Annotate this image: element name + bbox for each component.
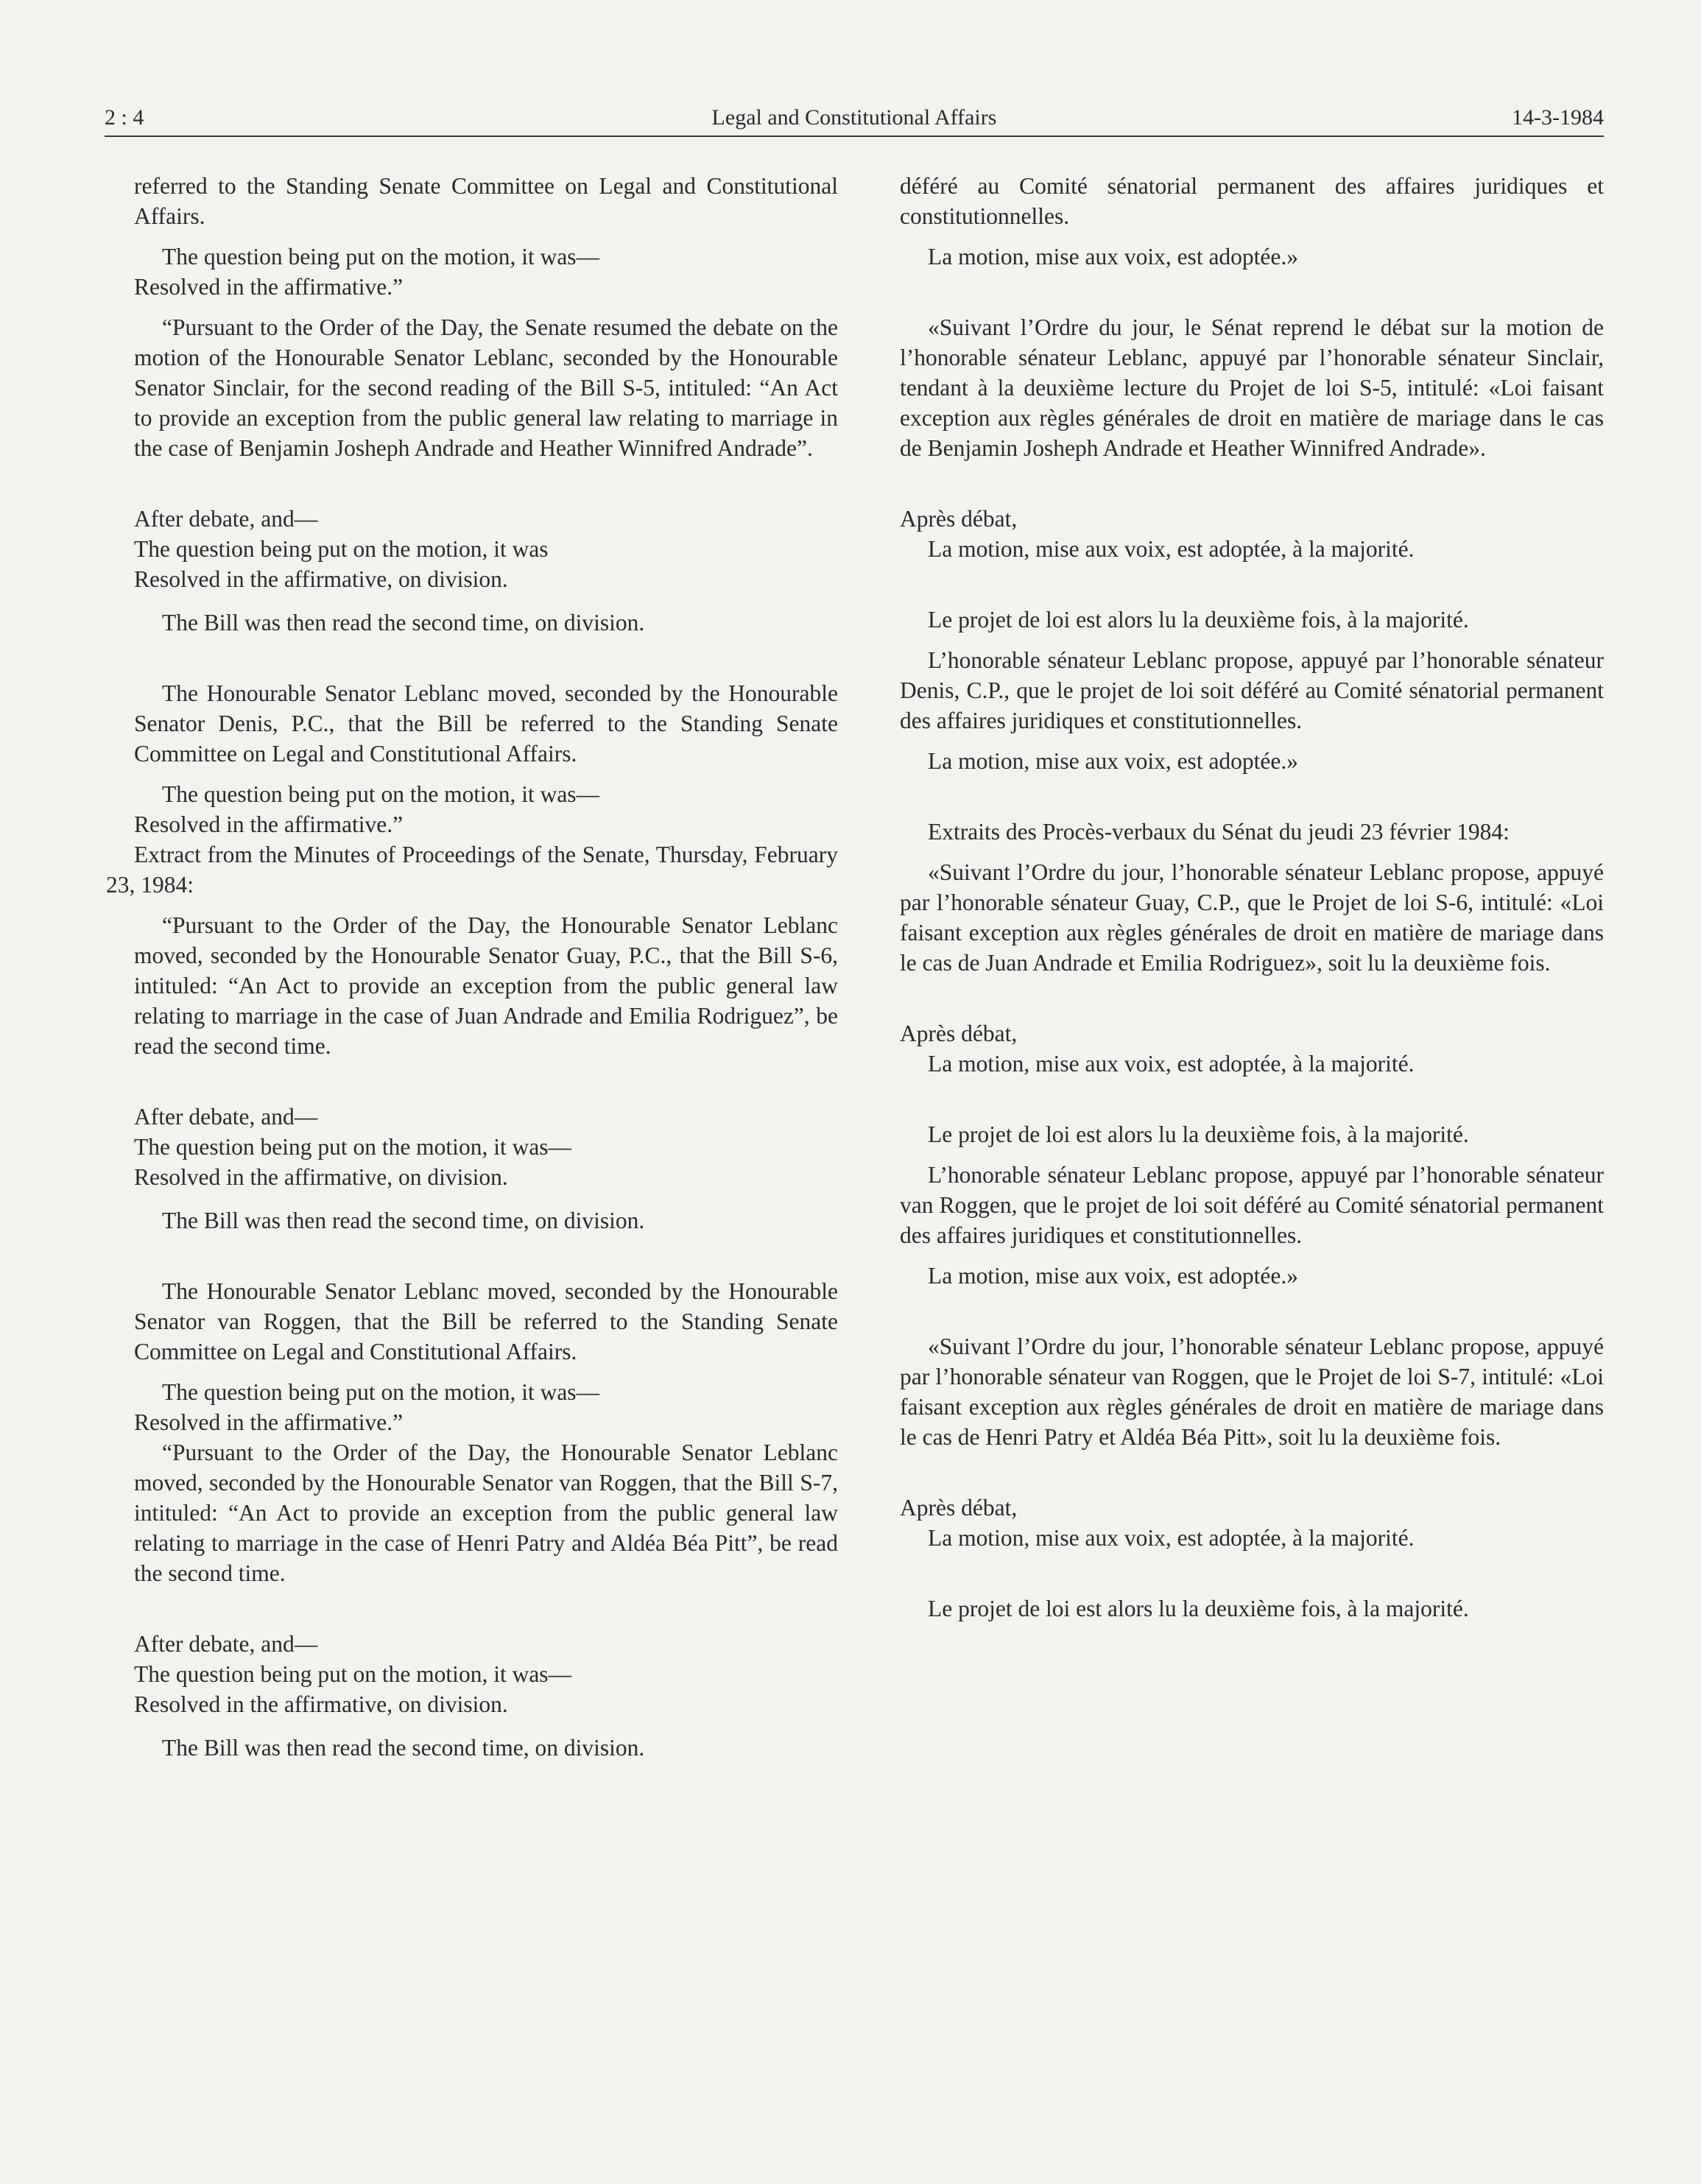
en-paragraph: The question being put on the motion, it was—	[162, 244, 600, 270]
en-paragraph: The question being put on the motion, it was—	[134, 1134, 572, 1160]
fr-paragraph: déféré au Comité sénatorial permanent des affaires juridiques et constitutionnelles.	[900, 173, 1604, 229]
fr-paragraph: Le projet de loi est alors lu la deuxième fois, à la majorité.	[928, 607, 1469, 633]
fr-paragraph: Extraits des Procès-verbaux du Sénat du jeudi 23 février 1984:	[928, 819, 1510, 845]
fr-paragraph: «Suivant l’Ordre du jour, l’honorable sénateur Leblanc propose, appuyé par l’honorable sénateur van Roggen, que le Projet de loi S-7, intitulé: «Loi faisant exception aux règles générales de droit en matière de mariage dans le cas de Henri Patry et Aldéa Béa Pitt», soit lu la deuxième fois.	[900, 1334, 1604, 1450]
fr-paragraph: Après débat,	[900, 1021, 1018, 1046]
fr-paragraph: La motion, mise aux voix, est adoptée.»	[928, 748, 1299, 774]
en-paragraph: The question being put on the motion, it was—	[162, 1379, 600, 1405]
fr-paragraph: La motion, mise aux voix, est adoptée, à la majorité.	[928, 536, 1415, 562]
fr-paragraph: Le projet de loi est alors lu la deuxième fois, à la majorité.	[928, 1596, 1469, 1621]
en-paragraph: The question being put on the motion, it was—	[134, 1661, 572, 1687]
en-paragraph: Resolved in the affirmative, on division.	[134, 566, 508, 592]
running-title: Legal and Constitutional Affairs	[711, 105, 997, 130]
en-paragraph: After debate, and—	[134, 506, 318, 532]
en-paragraph: Extract from the Minutes of Proceedings of the Senate, Thursday, February 23, 1984:	[106, 842, 838, 898]
en-paragraph: The question being put on the motion, it was—	[162, 781, 600, 807]
en-paragraph: Resolved in the affirmative.”	[134, 1409, 404, 1435]
header-date: 14-3-1984	[1512, 105, 1604, 130]
fr-paragraph: La motion, mise aux voix, est adoptée, à la majorité.	[928, 1051, 1415, 1077]
fr-paragraph: Après débat,	[900, 1495, 1018, 1521]
page-number: 2 : 4	[105, 105, 144, 130]
en-paragraph: Resolved in the affirmative, on division.	[134, 1691, 508, 1717]
fr-paragraph: «Suivant l’Ordre du jour, le Sénat reprend le débat sur la motion de l’honorable sénateur Leblanc, appuyé par l’honorable sénateur Sinclair, tendant à la deuxième lecture du Projet de loi S-5, intitulé: «Loi faisant exception aux règles générales de droit en matière de mariage dans le cas de Benjamin Josheph Andrade et Heather Winnifred Andrade».	[900, 314, 1604, 461]
en-paragraph: The Bill was then read the second time, on division.	[162, 1735, 645, 1761]
fr-paragraph: Après débat,	[900, 506, 1018, 532]
en-paragraph: “Pursuant to the Order of the Day, the Honourable Senator Leblanc moved, seconded by the Honourable Senator van Roggen, that the Bill S-7, intituled: “An Act to provide an exception from the public general law relating to marriage in the case of Henri Patry and Aldéa Béa Pitt”, be read the second time.	[134, 1440, 838, 1586]
en-paragraph: The Bill was then read the second time, on division.	[162, 610, 645, 635]
english-column	[106, 171, 838, 1763]
french-column	[900, 171, 1604, 1624]
page-header	[105, 103, 1604, 137]
en-paragraph: The Bill was then read the second time, on division.	[162, 1208, 645, 1233]
fr-paragraph: La motion, mise aux voix, est adoptée.»	[928, 1263, 1299, 1289]
en-paragraph: The Honourable Senator Leblanc moved, seconded by the Honourable Senator Denis, P.C., that the Bill be referred to the Standing Senate Committee on Legal and Constitutional Affairs.	[134, 680, 838, 767]
en-paragraph: After debate, and—	[134, 1104, 318, 1130]
en-paragraph: After debate, and—	[134, 1631, 318, 1657]
fr-paragraph: «Suivant l’Ordre du jour, l’honorable sénateur Leblanc propose, appuyé par l’honorable sénateur Guay, C.P., que le Projet de loi S-6, intitulé: «Loi faisant exception aux règles générales de droit en matière de mariage dans le cas de Juan Andrade et Emilia Rodriguez», soit lu la deuxième fois.	[900, 859, 1604, 976]
fr-paragraph: La motion, mise aux voix, est adoptée.»	[928, 244, 1299, 270]
en-paragraph: Resolved in the affirmative.”	[134, 811, 404, 837]
en-paragraph: “Pursuant to the Order of the Day, the Honourable Senator Leblanc moved, seconded by the Honourable Senator Guay, P.C., that the Bill S-6, intituled: “An Act to provide an exception from the public general law relating to marriage in the case of Juan Andrade and Emilia Rodriguez”, be read the second time.	[134, 912, 838, 1059]
en-paragraph: The Honourable Senator Leblanc moved, seconded by the Honourable Senator van Roggen, that the Bill be referred to the Standing Senate Committee on Legal and Constitutional Affairs.	[134, 1278, 838, 1364]
fr-paragraph: La motion, mise aux voix, est adoptée, à la majorité.	[928, 1525, 1415, 1551]
en-paragraph: Resolved in the affirmative, on division.	[134, 1164, 508, 1190]
en-paragraph: Resolved in the affirmative.”	[134, 274, 404, 300]
en-paragraph: “Pursuant to the Order of the Day, the Senate resumed the debate on the motion of the Honourable Senator Leblanc, seconded by the Honourable Senator Sinclair, for the second reading of the Bill S-5, intituled: “An Act to provide an exception from the public general law relating to marriage in the case of Benjamin Josheph Andrade and Heather Winnifred Andrade”.	[134, 314, 838, 461]
en-paragraph: The question being put on the motion, it was	[134, 536, 549, 562]
fr-paragraph: L’honorable sénateur Leblanc propose, appuyé par l’honorable sénateur van Roggen, que le projet de loi soit déféré au Comité sénatorial permanent des affaires juridiques et constitutionnelles.	[900, 1162, 1604, 1248]
en-paragraph: referred to the Standing Senate Committee on Legal and Constitutional Affairs.	[134, 173, 838, 229]
fr-paragraph: L’honorable sénateur Leblanc propose, appuyé par l’honorable sénateur Denis, C.P., que le projet de loi soit déféré au Comité sénatorial permanent des affaires juridiques et constitutionnelles.	[900, 647, 1604, 733]
fr-paragraph: Le projet de loi est alors lu la deuxième fois, à la majorité.	[928, 1121, 1469, 1147]
